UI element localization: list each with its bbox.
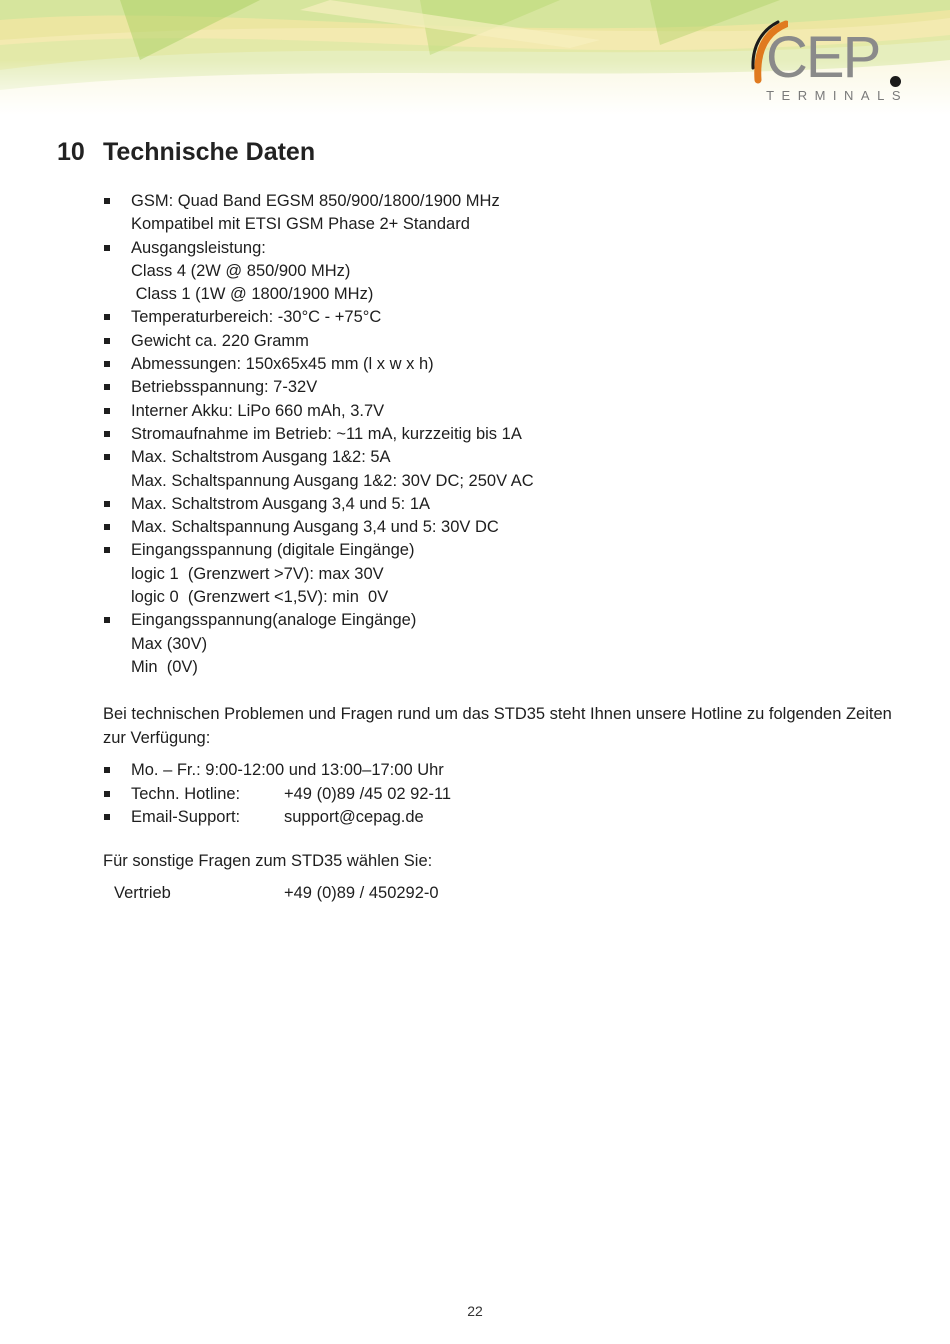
list-item xyxy=(103,783,903,806)
support-hours: Mo. – Fr.: 9:00-12:00 und 13:00–17:00 Uhr xyxy=(131,761,444,780)
page-number: 22 xyxy=(467,1303,483,1319)
spec-line: Max (30V) xyxy=(131,634,208,653)
email-label: Email-Support: xyxy=(131,807,241,826)
spec-line: Stromaufnahme im Betrieb: ~11 mA, kurzzeitig bis 1A xyxy=(131,424,522,443)
spec-line: Class 4 (2W @ 850/900 MHz) xyxy=(131,261,351,280)
spec-line: logic 1 (Grenzwert >7V): max 30V xyxy=(131,564,384,583)
spec-line: Max. Schaltspannung Ausgang 1&2: 30V DC; 250V AC xyxy=(131,471,534,490)
list-item xyxy=(103,759,903,782)
spec-line: Eingangsspannung(analoge Eingänge) xyxy=(131,611,417,630)
spec-line: Max. Schaltstrom Ausgang 1&2: 5A xyxy=(131,448,391,467)
logo-subtitle: TERMINALS xyxy=(766,88,908,103)
list-item xyxy=(103,493,903,516)
section-title xyxy=(57,138,315,167)
spec-list xyxy=(103,190,903,679)
spec-line: Interner Akku: LiPo 660 mAh, 3.7V xyxy=(131,401,385,420)
spec-line: GSM: Quad Band EGSM 850/900/1800/1900 MHz xyxy=(131,192,500,210)
support-paragraph: Bei technischen Problemen und Fragen rund um das STD35 steht Ihnen unsere Hotline zu folgenden Zeiten zur Verfügung: xyxy=(103,705,892,748)
section-number: 10 xyxy=(57,138,85,166)
spec-line: Abmessungen: 150x65x45 mm (l x w x h) xyxy=(131,355,434,374)
list-item xyxy=(103,446,903,493)
spec-line: Betriebsspannung: 7-32V xyxy=(131,378,318,397)
spec-line: Max. Schaltspannung Ausgang 3,4 und 5: 30V DC xyxy=(131,518,499,537)
hotline-label: Techn. Hotline: xyxy=(131,784,241,803)
spec-line: Class 1 (1W @ 1800/1900 MHz) xyxy=(131,285,374,304)
logo-dot xyxy=(890,76,901,87)
other-questions-text: Für sonstige Fragen zum STD35 wählen Sie: xyxy=(103,852,433,871)
list-item xyxy=(103,353,903,376)
list-item xyxy=(103,330,903,353)
list-item xyxy=(103,539,903,609)
cep-logo xyxy=(748,18,908,108)
list-item xyxy=(103,609,903,679)
list-item xyxy=(103,376,903,399)
list-item xyxy=(103,806,903,829)
list-item xyxy=(103,306,903,329)
spec-line: Ausgangsleistung: xyxy=(131,238,266,257)
list-item xyxy=(103,237,903,307)
content-area xyxy=(103,190,903,906)
spec-line: Kompatibel mit ETSI GSM Phase 2+ Standard xyxy=(131,215,470,234)
contact-list xyxy=(103,759,903,829)
logo-text: CEP xyxy=(766,25,880,90)
list-item xyxy=(103,190,903,237)
hotline-value: +49 (0)89 /45 02 92-11 xyxy=(284,784,452,803)
vertrieb-row xyxy=(103,882,903,905)
list-item xyxy=(103,400,903,423)
spec-line: Gewicht ca. 220 Gramm xyxy=(131,331,309,350)
spec-line: Eingangsspannung (digitale Eingänge) xyxy=(131,541,415,560)
spec-line: Temperaturbereich: -30°C - +75°C xyxy=(131,308,382,327)
list-item xyxy=(103,423,903,446)
list-item xyxy=(103,516,903,539)
spec-line: logic 0 (Grenzwert <1,5V): min 0V xyxy=(131,588,389,607)
spec-line: Min (0V) xyxy=(131,657,198,676)
vertrieb-value: +49 (0)89 / 450292-0 xyxy=(284,884,439,903)
vertrieb-label: Vertrieb xyxy=(114,884,171,903)
spec-line: Max. Schaltstrom Ausgang 3,4 und 5: 1A xyxy=(131,494,431,513)
section-title-text: Technische Daten xyxy=(103,138,316,166)
email-value: support@cepag.de xyxy=(284,807,424,826)
